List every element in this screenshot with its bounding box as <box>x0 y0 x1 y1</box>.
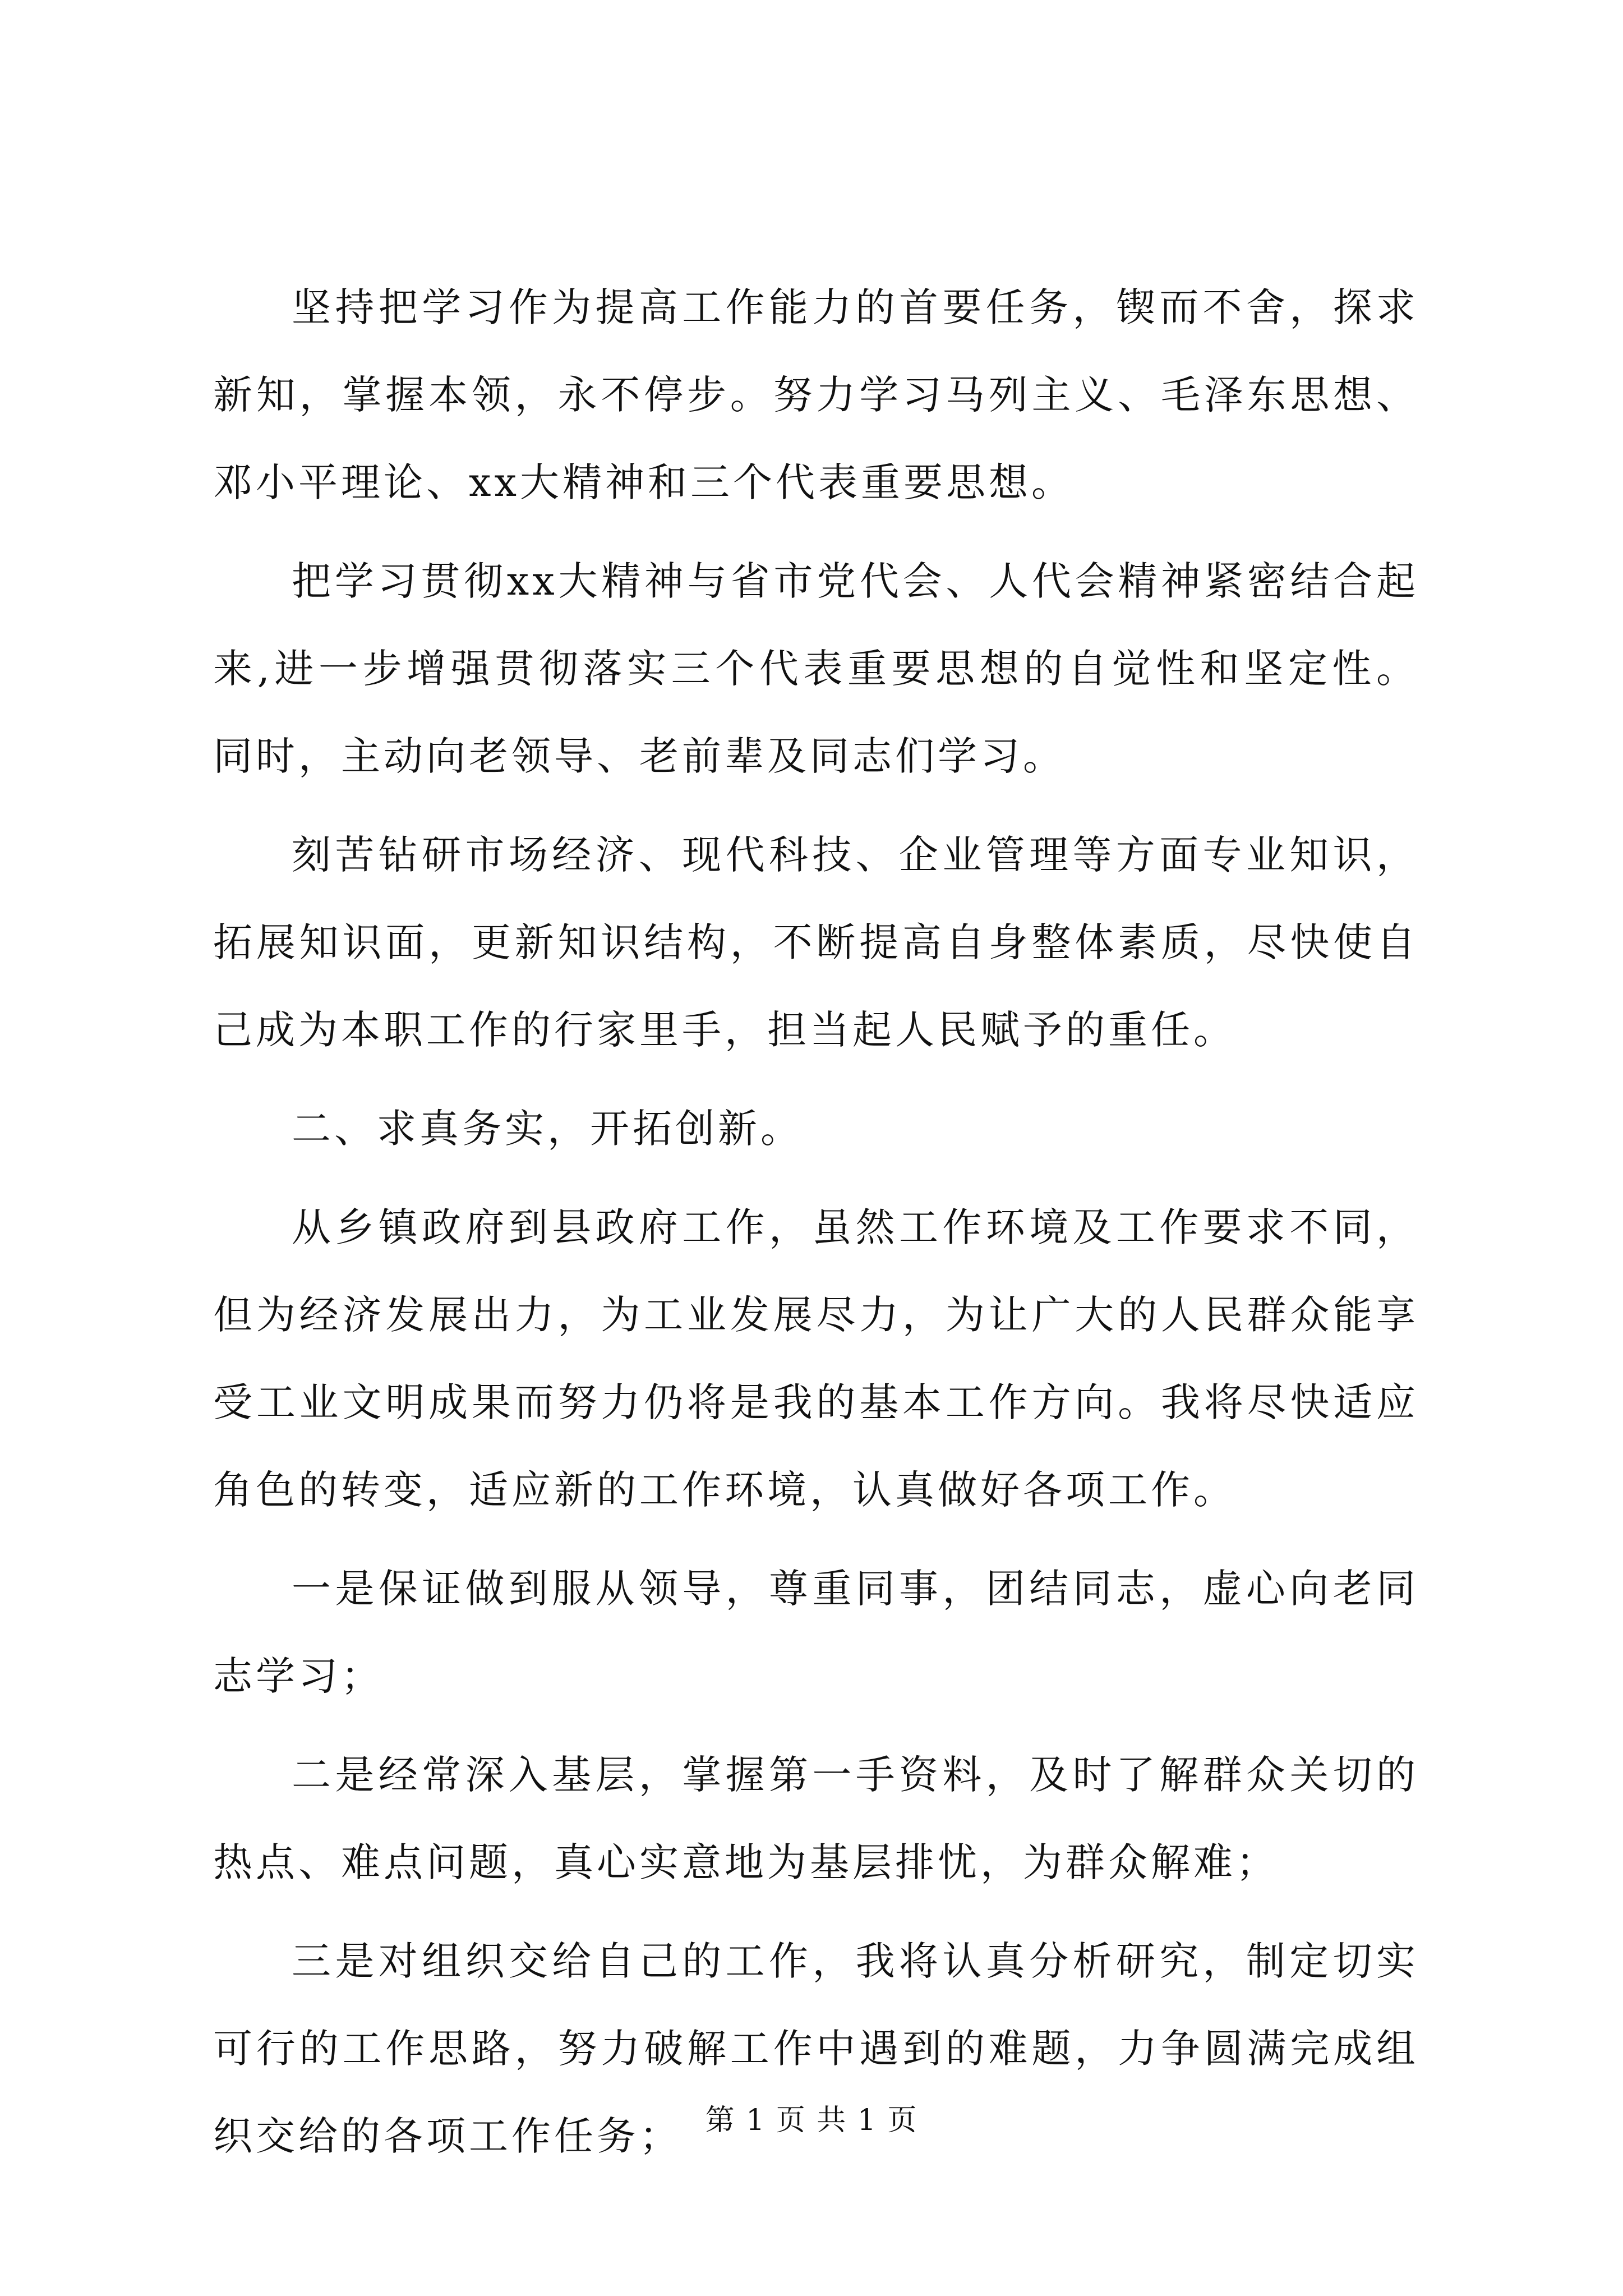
list-item-second: 二是经常深入基层，掌握第一手资料，及时了解群众关切的热点、难点问题，真心实意地为基层排忧，为群众解难； <box>213 1752 1419 1885</box>
paragraph-work-direction: 从乡镇政府到县政府工作，虽然工作环境及工作要求不同，但为经济发展出力，为工业发展尽力，为让广大的人民群众能享受工业文明成果而努力仍将是我的基本工作方向。我将尽快适应角色的转变，适应新的工作环境，认真做好各项工作。 <box>213 1204 1419 1513</box>
page-number: 第 1 页 共 1 页 <box>705 2104 918 2137</box>
page-footer <box>0 2101 1623 2140</box>
paragraph-professional-knowledge: 刻苦钻研市场经济、现代科技、企业管理等方面专业知识，拓展知识面，更新知识结构，不断提高自身整体素质，尽快使自己成为本职工作的行家里手，担当起人民赋予的重任。 <box>213 832 1419 1053</box>
section-heading-innovation: 二、求真务实，开拓创新。 <box>292 1106 803 1152</box>
list-item-third: 三是对组织交给自己的工作，我将认真分析研究，制定切实可行的工作思路，努力破解工作中遇到的难题，力争圆满完成组织交给的各项工作任务； <box>213 1938 1419 2159</box>
paragraph-implement-spirit: 把学习贯彻xx大精神与省市党代会、人代会精神紧密结合起来,进一步增强贯彻落实三个代表重要思想的自觉性和坚定性。同时，主动向老领导、老前辈及同志们学习。 <box>213 558 1419 779</box>
list-item-first: 一是保证做到服从领导，尊重同事，团结同志，虚心向老同志学习； <box>213 1566 1419 1699</box>
paragraph-study-priority: 坚持把学习作为提高工作能力的首要任务，锲而不舍，探求新知，掌握本领，永不停步。努力学习马列主义、毛泽东思想、邓小平理论、xx大精神和三个代表重要思想。 <box>213 284 1419 505</box>
document-body <box>213 264 1419 2191</box>
